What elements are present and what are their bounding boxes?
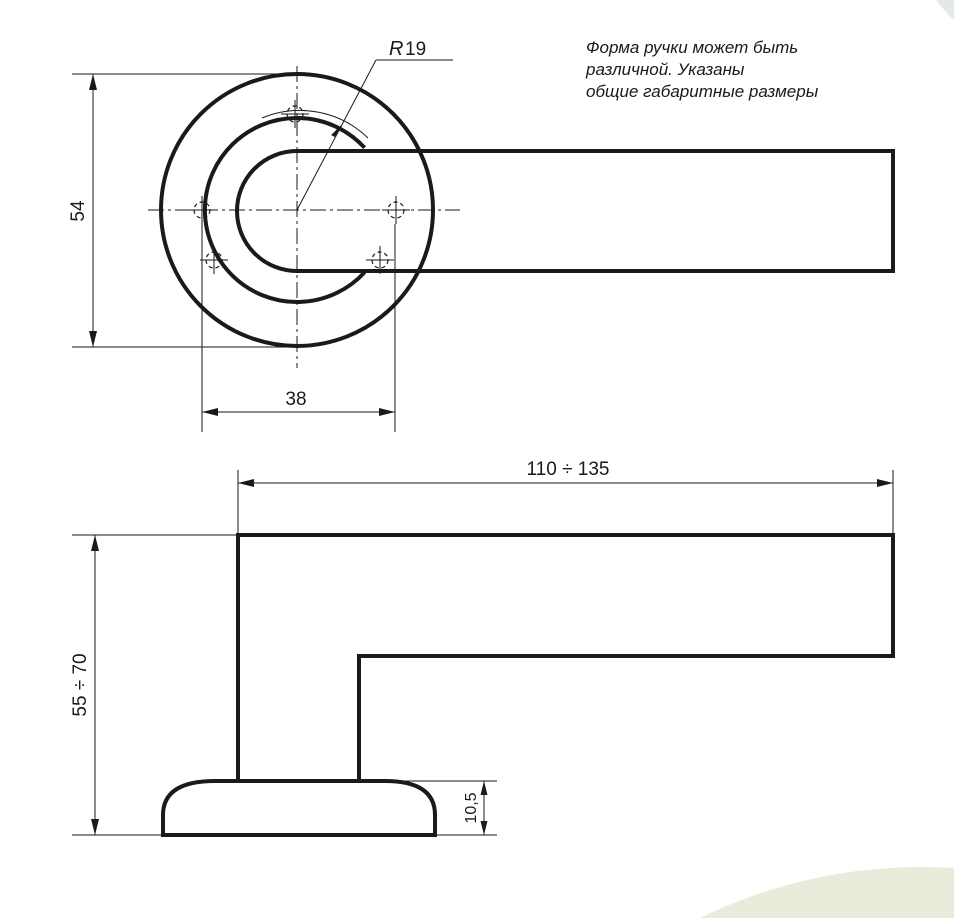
corner-accent-top: [936, 0, 954, 20]
handle-top-view-outline: [237, 151, 893, 271]
dim-38-label: 38: [285, 389, 307, 410]
corner-accent-bottom: [700, 867, 954, 918]
bolt-circle-arc: [262, 110, 368, 138]
screw-hole-right: [382, 196, 410, 224]
screw-hole-lower-left: [200, 246, 228, 274]
dim-height-label: 55 ÷ 70: [70, 653, 91, 717]
handle-side-view-outline: [238, 535, 893, 781]
dim-thickness-arrow-top: [481, 781, 488, 795]
dim-54-arrow-bottom: [89, 331, 97, 347]
dim-height-arrow-bottom: [91, 819, 99, 835]
dim-38-arrow-left: [202, 408, 218, 416]
radius-value: 19: [405, 39, 427, 60]
dim-length-arrow-left: [238, 479, 254, 487]
note-line-1: Форма ручки может быть: [586, 38, 799, 57]
side-view: [70, 459, 893, 835]
dim-thickness-label: 10,5: [463, 792, 480, 824]
dim-height-arrow-top: [91, 535, 99, 551]
dim-38-arrow-right: [379, 408, 395, 416]
note: [585, 38, 819, 101]
dim-length-label: 110 ÷ 135: [526, 459, 610, 480]
radius-symbol: R: [389, 38, 404, 60]
screw-hole-top: [281, 100, 309, 128]
dim-54-label: 54: [68, 200, 89, 222]
screw-hole-left: [188, 196, 216, 224]
note-line-3: общие габаритные размеры: [586, 82, 819, 101]
dim-thickness-arrow-bottom: [481, 821, 488, 835]
note-line-2: различной. Указаны: [586, 60, 745, 79]
dim-length-arrow-right: [877, 479, 893, 487]
dim-54-arrow-top: [89, 74, 97, 90]
rose-side-view: [163, 781, 435, 835]
